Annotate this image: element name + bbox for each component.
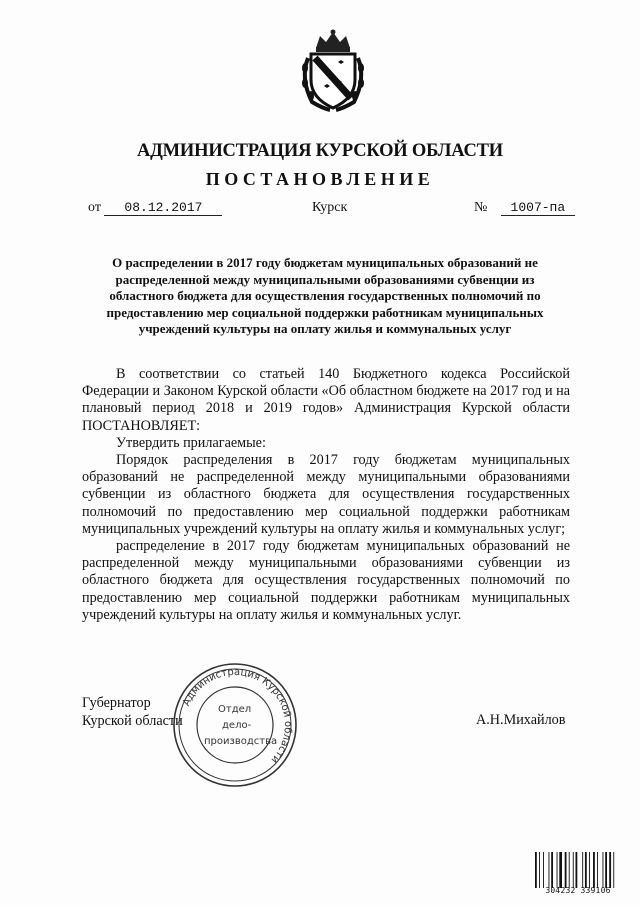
document-subject: [82, 255, 568, 338]
barcode-bar: [597, 852, 598, 888]
barcode-bar: [593, 852, 595, 888]
city: Курск: [312, 200, 348, 215]
stamp-center-line: производства: [204, 736, 278, 747]
crown-icon: [316, 30, 350, 53]
barcode-bar: [539, 852, 540, 888]
document-body: [82, 366, 570, 624]
barcode-number: 304232 339106: [545, 886, 611, 895]
barcode-bar: [613, 852, 614, 888]
barcode-bar: [557, 852, 558, 888]
barcode-bar: [582, 852, 583, 888]
date-field: [88, 200, 222, 216]
organization-title: АДМИНИСТРАЦИЯ КУРСКОЙ ОБЛАСТИ: [136, 141, 504, 161]
barcode-bar: [609, 852, 611, 888]
date-label: от: [88, 200, 101, 215]
body-paragraph: Утвердить прилагаемые:: [116, 434, 266, 451]
number-value: 1007-па: [501, 200, 575, 216]
subject-line: распределенной между муниципальными образованиями субвенции из: [115, 271, 535, 287]
number-label: №: [474, 200, 488, 215]
office-stamp: [170, 660, 300, 790]
position-line: Губернатор: [82, 695, 151, 711]
subject-line: предоставлению мер социальной поддержки работникам муниципальных: [106, 304, 544, 320]
number-field: [474, 200, 575, 216]
barcode-bar: [565, 852, 567, 888]
body-paragraph: Порядок распределения в 2017 году бюджетам муниципальных образований не распределенной между муниципальными образованиями субвенции из областного бюджета для осуществления государственных полномочий по предоставлению мер социальной поддержки работникам муниципальных учреждений культуры на оплату жилья и коммунальных услуг;: [82, 452, 570, 537]
position-line: Курской области: [82, 713, 183, 729]
body-paragraph: В соответствии со статьей 140 Бюджетного кодекса Российской Федерации и Законом Курской области «Об областном бюджете на 2017 год и на плановый период 2018 и 2019 годов» Администрация Курской области ПОСТАНОВЛЯЕТ:: [82, 366, 571, 434]
barcode-bar: [573, 852, 574, 888]
stamp-center-line: дело-: [222, 720, 252, 731]
barcode-bar: [585, 852, 587, 888]
subject-line: областного бюджета для осуществления государственных полномочий по: [109, 288, 541, 303]
barcode-bar: [551, 852, 553, 888]
barcode-bar: [576, 852, 578, 888]
coat-of-arms-emblem: [294, 28, 372, 112]
barcode-bar: [603, 852, 604, 888]
barcode-bar: [605, 852, 607, 888]
stamp-ring-text: Администрация Курской области: [181, 666, 294, 766]
barcode: [534, 852, 622, 888]
body-paragraph: распределение в 2017 году бюджетам муниципальных образований не распределенной между муниципальными образованиями субвенции из областного бюджета для осуществления государственных полномочий по предоставлению мер социальной поддержки работникам муниципальных учреждений культуры на оплату жилья и коммунальных услуг.: [82, 538, 570, 623]
barcode-bar: [543, 852, 544, 888]
document-type: ПОСТАНОВЛЕНИЕ: [205, 169, 435, 189]
subject-line: О распределении в 2017 году бюджетам муниципальных образований не: [112, 255, 538, 270]
signatory-name: А.Н.Михайлов: [476, 712, 566, 728]
subject-line: учреждений культуры на оплату жилья и коммунальных услуг: [138, 321, 512, 336]
barcode-bar: [589, 852, 590, 888]
signatory-position: [82, 694, 183, 730]
date-value: 08.12.2017: [104, 200, 222, 216]
barcode-bar: [559, 852, 562, 888]
barcode-bar: [569, 852, 570, 888]
barcode-bar: [535, 852, 537, 888]
barcode-bar: [549, 852, 550, 888]
stamp-center-line: Отдел: [218, 704, 252, 715]
